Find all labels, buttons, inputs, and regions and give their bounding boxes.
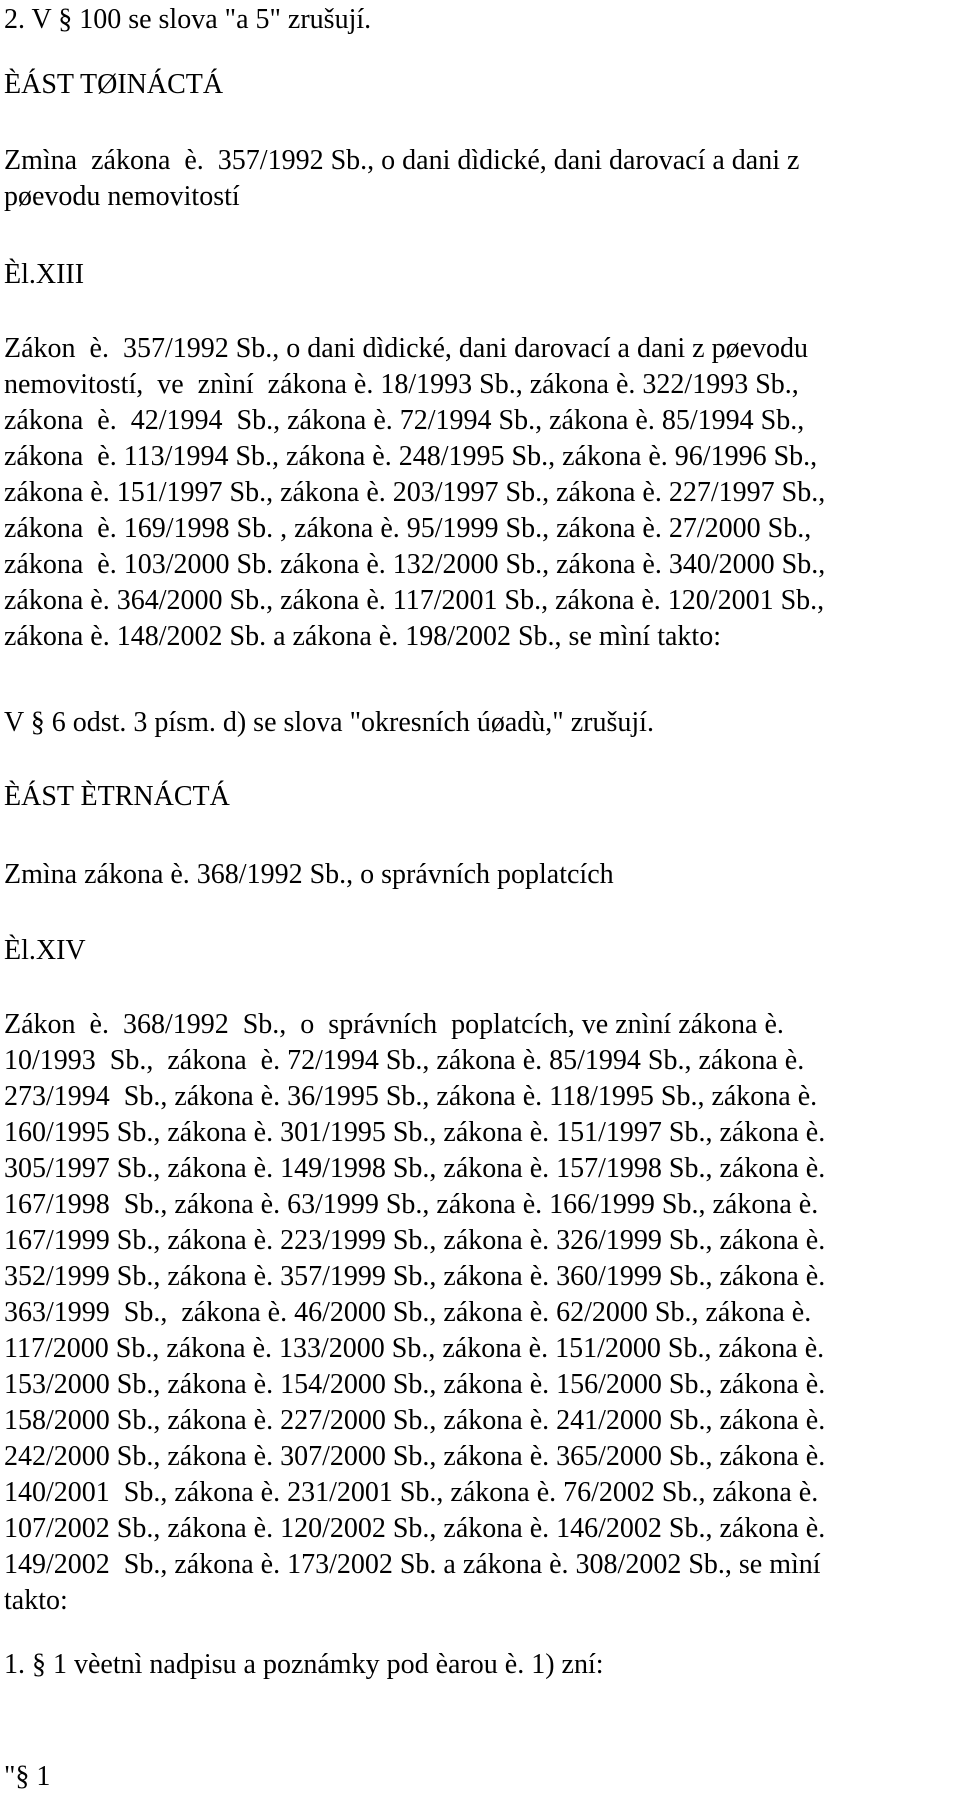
text-line: 273/1994 Sb., zákona è. 36/1995 Sb., zákona è. 118/1995 Sb., zákona è. xyxy=(4,1081,818,1112)
text-line: 305/1997 Sb., zákona è. 149/1998 Sb., zákona è. 157/1998 Sb., zákona è. xyxy=(4,1153,826,1184)
section-1-heading xyxy=(4,1759,948,1795)
text-line: 242/2000 Sb., zákona è. 307/2000 Sb., zákona è. 365/2000 Sb., zákona è. xyxy=(4,1441,826,1472)
article-xiv-item-1 xyxy=(4,1647,948,1683)
text-line: 363/1999 Sb., zákona è. 46/2000 Sb., zákona è. 62/2000 Sb., zákona è. xyxy=(4,1297,812,1328)
text-line: ÈÁST ÈTRNÁCTÁ xyxy=(4,781,230,812)
text-line: zákona è. 364/2000 Sb., zákona è. 117/2001 Sb., zákona è. 120/2001 Sb., xyxy=(4,585,825,616)
article-xiii-body xyxy=(4,331,948,655)
text-line: 107/2002 Sb., zákona è. 120/2002 Sb., zákona è. 146/2002 Sb., zákona è. xyxy=(4,1513,826,1544)
text-line: Zmìna zákona è. 357/1992 Sb., o dani dìdické, dani darovací a dani z xyxy=(4,145,800,176)
text-line: Zákon è. 368/1992 Sb., o správních poplatcích, ve znìní zákona è. xyxy=(4,1009,784,1040)
text-line: 167/1998 Sb., zákona è. 63/1999 Sb., zákona è. 166/1999 Sb., zákona è. xyxy=(4,1189,819,1220)
text-line: 158/2000 Sb., zákona è. 227/2000 Sb., zákona è. 241/2000 Sb., zákona è. xyxy=(4,1405,826,1436)
text-line: Èl.XIV xyxy=(4,935,86,966)
text-line: 10/1993 Sb., zákona è. 72/1994 Sb., zákona è. 85/1994 Sb., zákona è. xyxy=(4,1045,805,1076)
text-line: Zmìna zákona è. 368/1992 Sb., o správních poplatcích xyxy=(4,859,614,890)
text-line: 153/2000 Sb., zákona è. 154/2000 Sb., zákona è. 156/2000 Sb., zákona è. xyxy=(4,1369,826,1400)
text-line: zákona è. 103/2000 Sb. zákona è. 132/2000 Sb., zákona è. 340/2000 Sb., xyxy=(4,549,826,580)
text-line: zákona è. 113/1994 Sb., zákona è. 248/1995 Sb., zákona è. 96/1996 Sb., xyxy=(4,441,818,472)
text-line: 1. § 1 vèetnì nadpisu a poznámky pod èarou è. 1) zní: xyxy=(4,1649,604,1680)
text-line: zákona è. 42/1994 Sb., zákona è. 72/1994 Sb., zákona è. 85/1994 Sb., xyxy=(4,405,805,436)
text-line: 160/1995 Sb., zákona è. 301/1995 Sb., zákona è. 151/1997 Sb., zákona è. xyxy=(4,1117,826,1148)
amendment-title-357-1992 xyxy=(4,143,948,215)
text-line: zákona è. 169/1998 Sb. , zákona è. 95/1999 Sb., zákona è. 27/2000 Sb., xyxy=(4,513,812,544)
text-line: V § 6 odst. 3 písm. d) se slova "okresních úøadù," zrušují. xyxy=(4,707,654,738)
text-line: Èl.XIII xyxy=(4,259,85,290)
part-heading-fourteen xyxy=(4,779,948,815)
text-line: 2. V § 100 se slova "a 5" zrušují. xyxy=(4,4,372,35)
text-line: 140/2001 Sb., zákona è. 231/2001 Sb., zákona è. 76/2002 Sb., zákona è. xyxy=(4,1477,819,1508)
text-line: 167/1999 Sb., zákona è. 223/1999 Sb., zákona è. 326/1999 Sb., zákona è. xyxy=(4,1225,826,1256)
text-line: "§ 1 xyxy=(4,1761,51,1792)
article-xiv-body xyxy=(4,1007,948,1619)
amendment-title-368-1992 xyxy=(4,857,948,893)
text-line: 117/2000 Sb., zákona è. 133/2000 Sb., zákona è. 151/2000 Sb., zákona è. xyxy=(4,1333,825,1364)
article-heading-xiv xyxy=(4,933,948,969)
part-heading-thirteen xyxy=(4,67,948,103)
text-line: zákona è. 151/1997 Sb., zákona è. 203/1997 Sb., zákona è. 227/1997 Sb., xyxy=(4,477,826,508)
text-line: ÈÁST TØINÁCTÁ xyxy=(4,69,224,100)
text-line: Zákon è. 357/1992 Sb., o dani dìdické, dani darovací a dani z pøevodu xyxy=(4,333,809,364)
amendment-item-2 xyxy=(4,2,948,38)
text-line: 149/2002 Sb., zákona è. 173/2002 Sb. a zákona è. 308/2002 Sb., se mìní xyxy=(4,1549,821,1580)
text-line: zákona è. 148/2002 Sb. a zákona è. 198/2002 Sb., se mìní takto: xyxy=(4,621,721,652)
text-line: 352/1999 Sb., zákona è. 357/1999 Sb., zákona è. 360/1999 Sb., zákona è. xyxy=(4,1261,826,1292)
article-heading-xiii xyxy=(4,257,948,293)
article-xiii-change xyxy=(4,705,948,741)
text-line: pøevodu nemovitostí xyxy=(4,181,240,212)
text-line: takto: xyxy=(4,1585,68,1616)
text-line: nemovitostí, ve znìní zákona è. 18/1993 Sb., zákona è. 322/1993 Sb., xyxy=(4,369,799,400)
